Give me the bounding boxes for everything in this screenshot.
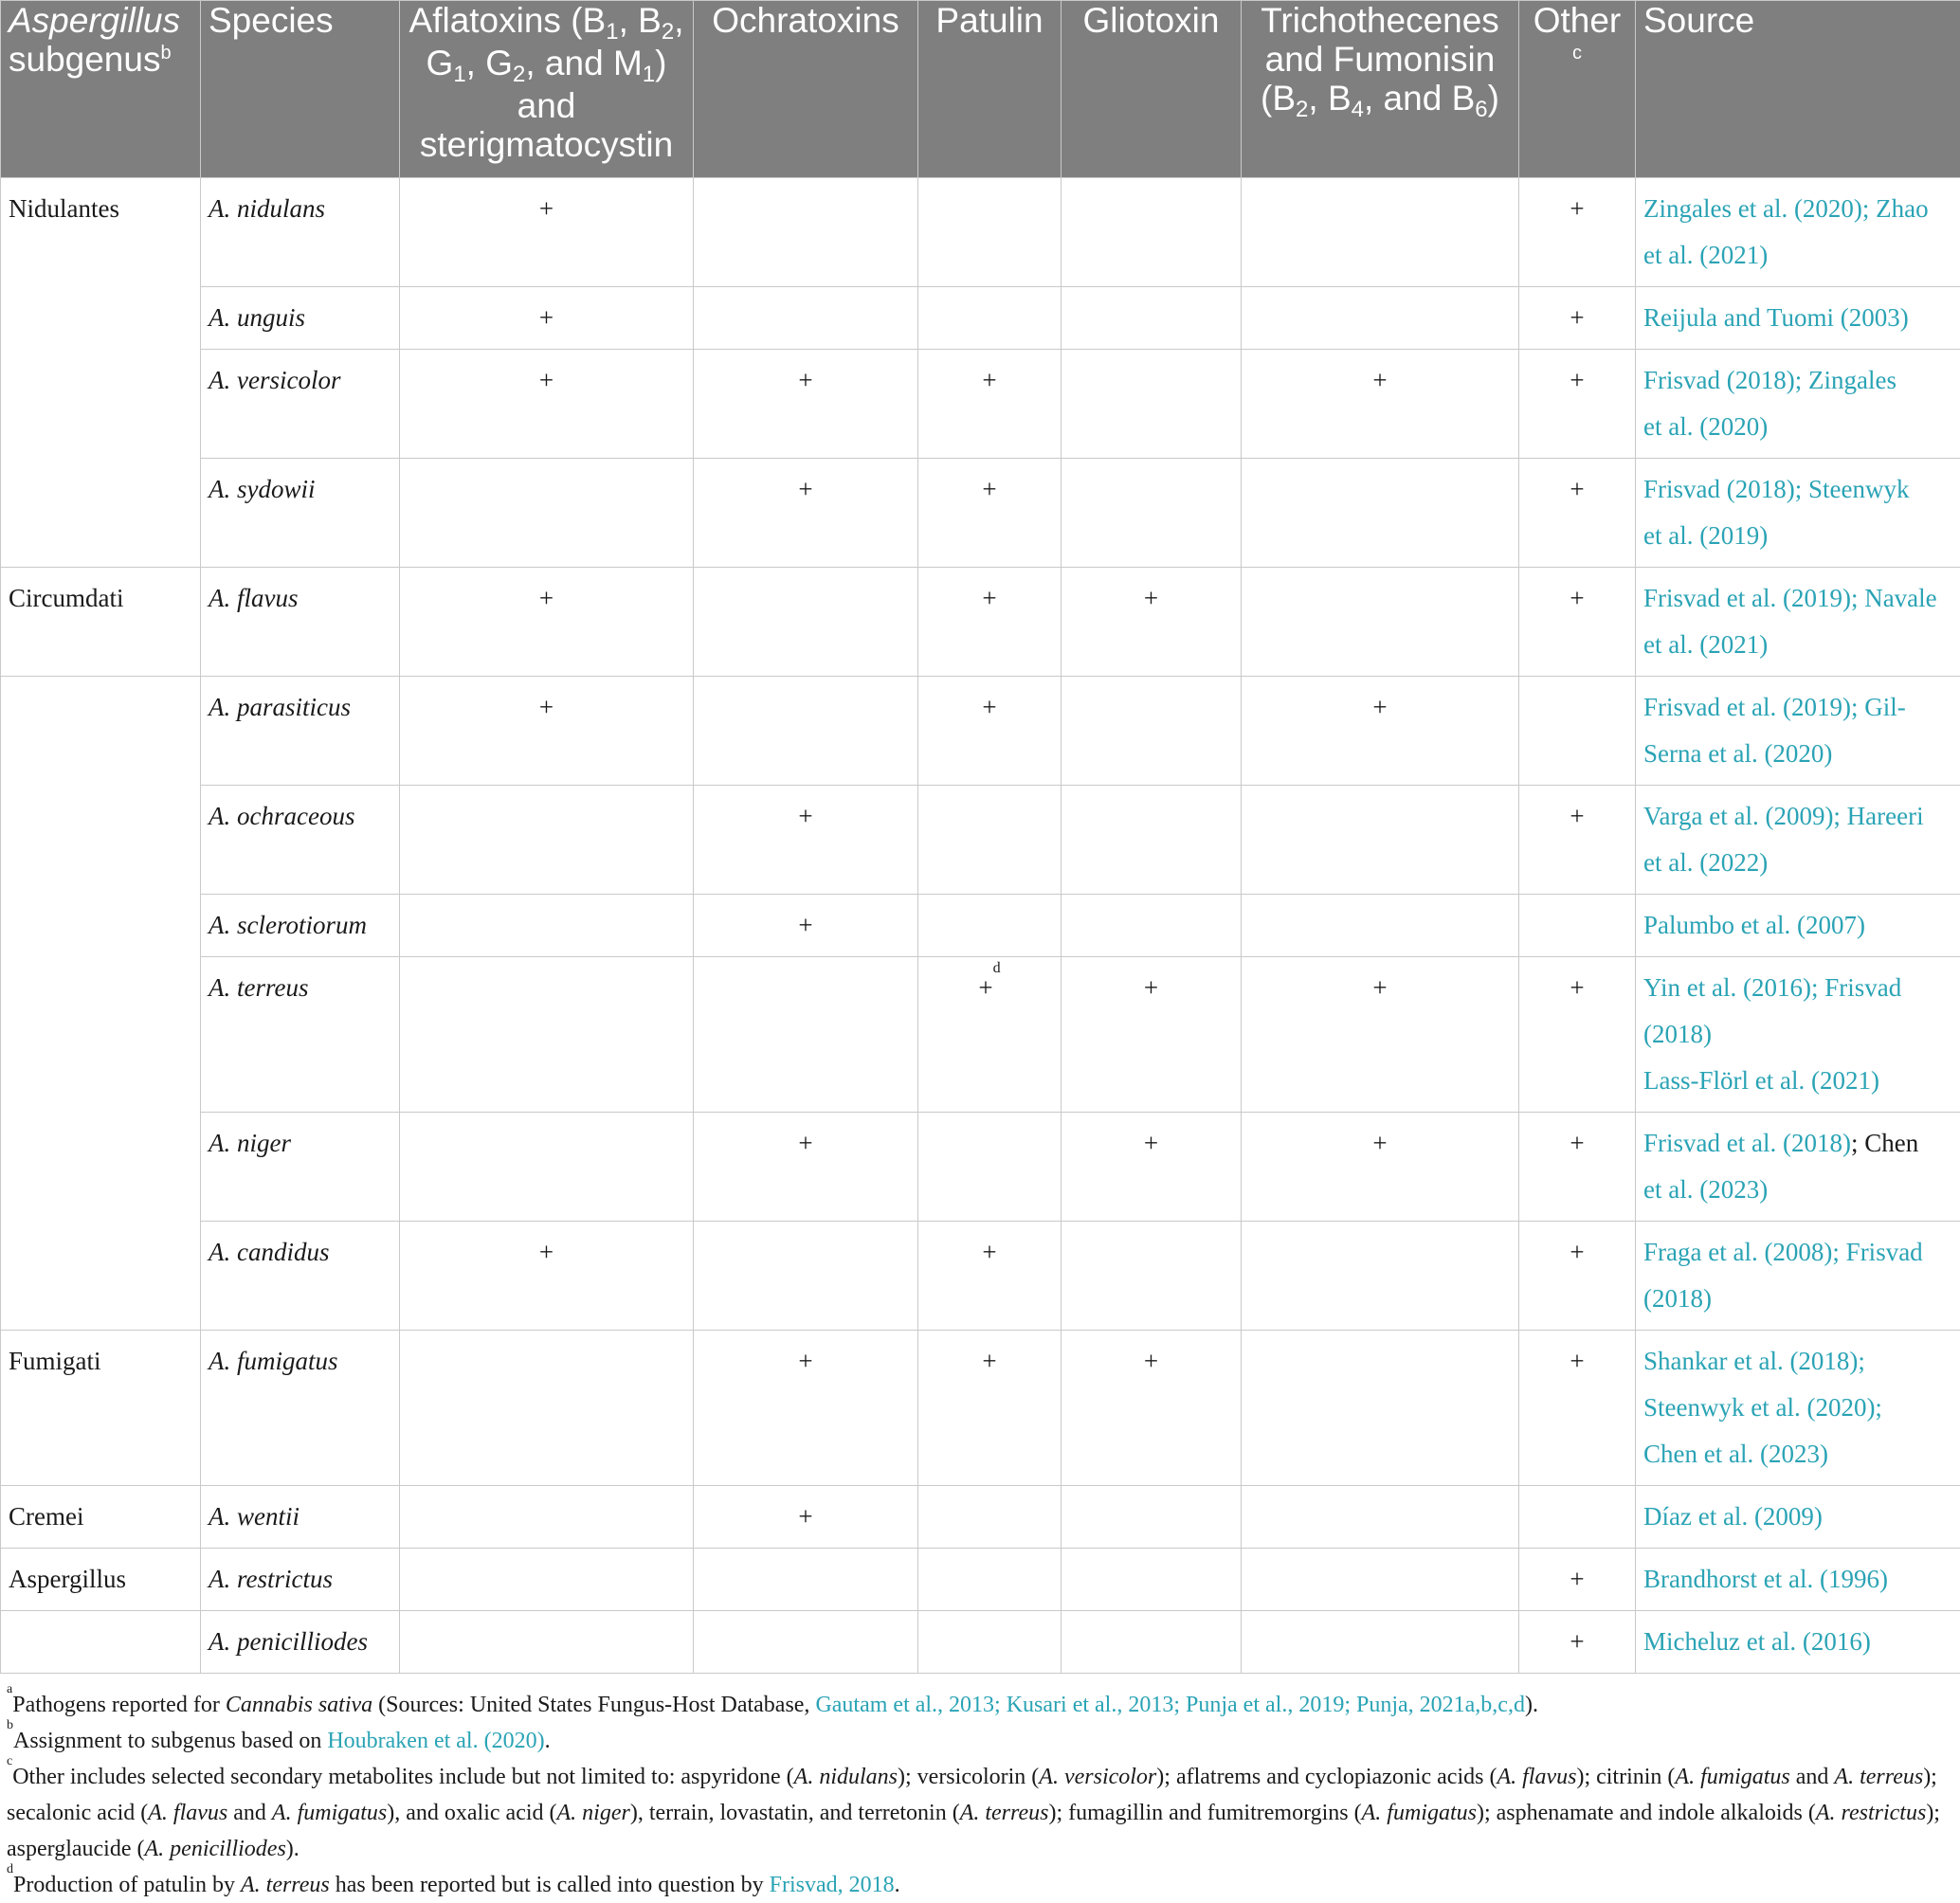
- footnote-a-link[interactable]: Gautam et al., 2013; Kusari et al., 2013; Punja et al., 2019; Punja, 2021a,b,c,d: [815, 1693, 1525, 1717]
- mark-patulin: +: [918, 350, 1062, 459]
- mark-aflatoxins: +: [400, 350, 694, 459]
- subgenus-cell: Circumdati: [1, 568, 201, 677]
- mark-aflatoxins: +: [400, 178, 694, 287]
- table-body: [1, 178, 1960, 1674]
- species-cell: A. versicolor: [201, 350, 400, 459]
- table-row: [1, 1113, 1960, 1222]
- mark-trichothecenes: [1242, 1549, 1519, 1611]
- mark-patulin: +: [918, 1222, 1062, 1331]
- source-cell[interactable]: Frisvad (2018); Zingales et al. (2020): [1636, 350, 1960, 459]
- mark-other: +: [1519, 1549, 1636, 1611]
- mark-patulin: [918, 1611, 1062, 1674]
- header-source: Source: [1636, 1, 1960, 178]
- mark-trichothecenes: [1242, 287, 1519, 350]
- table-row: [1, 1549, 1960, 1611]
- mark-gliotoxin: [1062, 459, 1242, 568]
- subgenus-cell: Fumigati: [1, 1331, 201, 1486]
- mark-other: [1519, 677, 1636, 786]
- table-row: [1, 786, 1960, 895]
- footnote-d-marker: d: [992, 960, 1001, 976]
- mark-gliotoxin: +: [1062, 1331, 1242, 1486]
- mark-trichothecenes: [1242, 1331, 1519, 1486]
- source-cell[interactable]: Reijula and Tuomi (2003): [1636, 287, 1960, 350]
- footnote-d-link[interactable]: Frisvad, 2018: [769, 1873, 895, 1897]
- mark-patulin: +: [918, 459, 1062, 568]
- mark-aflatoxins: +: [400, 568, 694, 677]
- table-row: [1, 957, 1960, 1113]
- mark-other: +: [1519, 287, 1636, 350]
- species-cell: A. wentii: [201, 1486, 400, 1549]
- species-cell: A. penicilliodes: [201, 1611, 400, 1674]
- mark-other: +: [1519, 1222, 1636, 1331]
- footnote-a: $^a$Pathogens reported for Cannabis sativa (Sources: United States Fungus-Host Database, Gautam et al., 2013; Kusari et al., 2013; Punja et al., 2019; Punja, 2021a,b,c,d).: [7, 1682, 1538, 1717]
- species-cell: A. sclerotiorum: [201, 895, 400, 957]
- source-cell[interactable]: Frisvad et al. (2018); Chen et al. (2023): [1636, 1113, 1960, 1222]
- mark-gliotoxin: [1062, 1222, 1242, 1331]
- mark-patulin: [918, 287, 1062, 350]
- mark-other: +: [1519, 786, 1636, 895]
- header-gliotoxin: Gliotoxin: [1062, 1, 1242, 178]
- footnote-c: $^c$Other includes selected secondary metabolites include but not limited to: aspyridone (A. nidulans); versicolorin (A. versicolor); aflatrems and cyclopiazonic acids (A. flavus); citrinin (A. fumigatus and A. terreus); secalonic acid (A. flavus and A. fumigatus), and oxalic acid (A. niger), terrain, lovastatin, and terretonin (A. terreus); fumagillin and fumitremorgins (A. fumigatus); asphenamate and indole alkaloids (A. restrictus); asperglaucide (A. penicilliodes).: [7, 1754, 1940, 1861]
- mark-trichothecenes: [1242, 459, 1519, 568]
- mark-other: [1519, 895, 1636, 957]
- mark-other: +: [1519, 1331, 1636, 1486]
- header-other: Other $^c$: [1519, 1, 1636, 178]
- species-cell: A. terreus: [201, 957, 400, 1113]
- mark-gliotoxin: [1062, 895, 1242, 957]
- header-patulin: Patulin: [918, 1, 1062, 178]
- table-row: [1, 677, 1960, 786]
- species-cell: A. sydowii: [201, 459, 400, 568]
- table-row: [1, 1486, 1960, 1549]
- mark-ochratoxins: +: [694, 459, 918, 568]
- source-cell[interactable]: Micheluz et al. (2016): [1636, 1611, 1960, 1674]
- mark-gliotoxin: [1062, 178, 1242, 287]
- mark-patulin: +: [918, 568, 1062, 677]
- mark-ochratoxins: [694, 1611, 918, 1674]
- mark-ochratoxins: [694, 178, 918, 287]
- mark-patulin: [918, 1113, 1062, 1222]
- header-ochratoxins: Ochratoxins: [694, 1, 918, 178]
- mark-trichothecenes: [1242, 786, 1519, 895]
- source-cell[interactable]: Frisvad et al. (2019); Navale et al. (2021): [1636, 568, 1960, 677]
- footnote-d: $^d$Production of patulin by A. terreus has been reported but is called into question by Frisvad, 2018.: [7, 1862, 900, 1897]
- source-cell[interactable]: Varga et al. (2009); Hareeri et al. (2022): [1636, 786, 1960, 895]
- mark-other: +: [1519, 1611, 1636, 1674]
- subgenus-cell: Cremei: [1, 1486, 201, 1549]
- source-cell[interactable]: Frisvad et al. (2019); Gil- Serna et al. (2020): [1636, 677, 1960, 786]
- mark-ochratoxins: [694, 957, 918, 1113]
- subgenus-cell: Aspergillus: [1, 1549, 201, 1611]
- mark-gliotoxin: [1062, 1611, 1242, 1674]
- species-cell: A. fumigatus: [201, 1331, 400, 1486]
- mark-patulin: [918, 1486, 1062, 1549]
- footnote-b-link[interactable]: Houbraken et al. (2020): [327, 1729, 545, 1753]
- mark-trichothecenes: [1242, 1486, 1519, 1549]
- mark-aflatoxins: +: [400, 287, 694, 350]
- species-cell: A. unguis: [201, 287, 400, 350]
- table-row: [1, 1222, 1960, 1331]
- table-row: [1, 1611, 1960, 1674]
- source-cell[interactable]: Díaz et al. (2009): [1636, 1486, 1960, 1549]
- species-cell: A. candidus: [201, 1222, 400, 1331]
- mark-ochratoxins: [694, 677, 918, 786]
- mark-gliotoxin: [1062, 1486, 1242, 1549]
- mark-trichothecenes: +: [1242, 350, 1519, 459]
- mark-ochratoxins: [694, 287, 918, 350]
- mark-aflatoxins: [400, 1331, 694, 1486]
- mark-ochratoxins: +: [694, 1331, 918, 1486]
- table-footnotes: [7, 1682, 1950, 1903]
- table-row: [1, 1331, 1960, 1486]
- mark-aflatoxins: [400, 1611, 694, 1674]
- mark-trichothecenes: [1242, 1611, 1519, 1674]
- mark-ochratoxins: +: [694, 1486, 918, 1549]
- header-trichothecenes: Trichothecenes and Fumonisin ($B_2$, $B_4$, and $B_6$): [1242, 1, 1519, 178]
- mark-patulin: [918, 786, 1062, 895]
- mark-gliotoxin: [1062, 1549, 1242, 1611]
- mark-ochratoxins: +: [694, 786, 918, 895]
- mark-trichothecenes: +: [1242, 957, 1519, 1113]
- mark-aflatoxins: [400, 1549, 694, 1611]
- mark-other: [1519, 1486, 1636, 1549]
- mark-aflatoxins: [400, 895, 694, 957]
- mark-gliotoxin: [1062, 677, 1242, 786]
- source-cell[interactable]: Shankar et al. (2018); Steenwyk et al. (2020); Chen et al. (2023): [1636, 1331, 1960, 1486]
- source-cell[interactable]: Palumbo et al. (2007): [1636, 895, 1960, 957]
- table-row: [1, 459, 1960, 568]
- mark-ochratoxins: +: [694, 1113, 918, 1222]
- mark-gliotoxin: +: [1062, 957, 1242, 1113]
- mark-trichothecenes: +: [1242, 677, 1519, 786]
- mark-patulin: [918, 895, 1062, 957]
- mark-trichothecenes: [1242, 1222, 1519, 1331]
- mark-other: +: [1519, 957, 1636, 1113]
- source-cell[interactable]: Fraga et al. (2008); Frisvad (2018): [1636, 1222, 1960, 1331]
- mark-aflatoxins: +: [400, 1222, 694, 1331]
- table-row: [1, 178, 1960, 287]
- subgenus-cell: [1, 1611, 201, 1674]
- source-cell[interactable]: Brandhorst et al. (1996): [1636, 1549, 1960, 1611]
- header-aflatoxins: Aflatoxins ($B_1$, $B_2$, $G_1$, $G_2$, and $M_1$) and sterigmatocystin: [400, 1, 694, 178]
- mark-aflatoxins: [400, 786, 694, 895]
- mark-patulin: +: [918, 677, 1062, 786]
- species-cell: A. parasiticus: [201, 677, 400, 786]
- species-cell: A. ochraceous: [201, 786, 400, 895]
- table-row: [1, 895, 1960, 957]
- header-row: [1, 1, 1960, 178]
- mark-trichothecenes: [1242, 568, 1519, 677]
- mark-gliotoxin: [1062, 287, 1242, 350]
- mark-aflatoxins: +: [400, 677, 694, 786]
- species-cell: A. restrictus: [201, 1549, 400, 1611]
- species-cell: A. flavus: [201, 568, 400, 677]
- mark-patulin: [918, 178, 1062, 287]
- mark-gliotoxin: +: [1062, 1113, 1242, 1222]
- mark-patulin: [918, 1549, 1062, 1611]
- mark-gliotoxin: +: [1062, 568, 1242, 677]
- mark-ochratoxins: +: [694, 350, 918, 459]
- subgenus-cell: [1, 677, 201, 1331]
- mark-ochratoxins: [694, 1549, 918, 1611]
- mark-other: +: [1519, 459, 1636, 568]
- mark-gliotoxin: [1062, 350, 1242, 459]
- mark-aflatoxins: [400, 1486, 694, 1549]
- mark-ochratoxins: +: [694, 895, 918, 957]
- table-row: [1, 568, 1960, 677]
- mark-other: +: [1519, 1113, 1636, 1222]
- source-cell[interactable]: Zingales et al. (2020); Zhao et al. (2021): [1636, 178, 1960, 287]
- mark-aflatoxins: [400, 1113, 694, 1222]
- mark-aflatoxins: [400, 957, 694, 1113]
- mark-aflatoxins: [400, 459, 694, 568]
- species-cell: A. niger: [201, 1113, 400, 1222]
- source-cell[interactable]: Frisvad (2018); Steenwyk et al. (2019): [1636, 459, 1960, 568]
- table-row: [1, 287, 1960, 350]
- mark-other: +: [1519, 178, 1636, 287]
- species-cell: A. nidulans: [201, 178, 400, 287]
- header-species: Species: [201, 1, 400, 178]
- mark-patulin: +: [918, 1331, 1062, 1486]
- mark-trichothecenes: [1242, 895, 1519, 957]
- mark-trichothecenes: +: [1242, 1113, 1519, 1222]
- header-subgenus: Aspergillus subgenus$^b$: [1, 1, 201, 178]
- mark-ochratoxins: [694, 568, 918, 677]
- table-header: [1, 1, 1960, 178]
- subgenus-cell: Nidulantes: [1, 178, 201, 568]
- table-row: [1, 350, 1960, 459]
- mark-patulin: +$^d$: [918, 957, 1062, 1113]
- mark-gliotoxin: [1062, 786, 1242, 895]
- mark-other: +: [1519, 350, 1636, 459]
- footnote-b: $^b$Assignment to subgenus based on Houbraken et al. (2020).: [7, 1718, 551, 1753]
- source-cell[interactable]: Yin et al. (2016); Frisvad (2018) Lass-Flörl et al. (2021): [1636, 957, 1960, 1113]
- mark-trichothecenes: [1242, 178, 1519, 287]
- mark-other: +: [1519, 568, 1636, 677]
- mark-ochratoxins: [694, 1222, 918, 1331]
